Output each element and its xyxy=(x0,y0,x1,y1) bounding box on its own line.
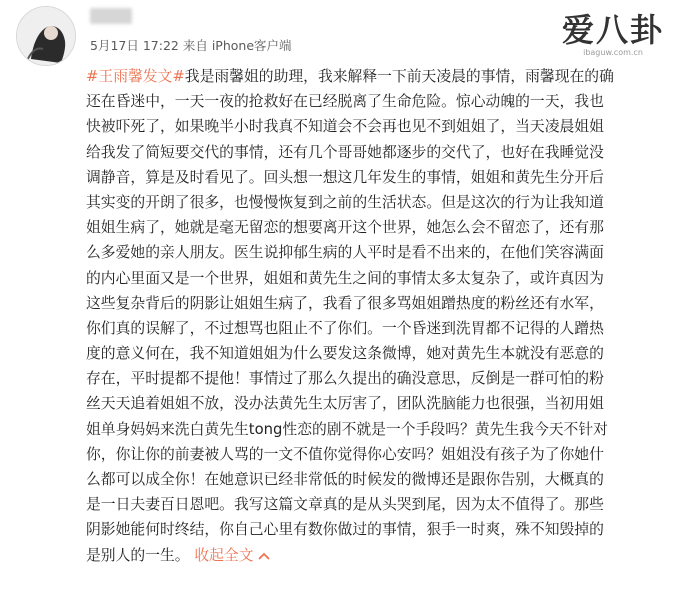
post-text: 是别人的一生。 xyxy=(86,546,190,564)
post-line: 还在昏迷中，一天一夜的抢救好在已经脱离了生命危险。惊心动魄的一天，我也 xyxy=(86,93,604,111)
watermark-site: ibaguw.com.cn xyxy=(583,48,643,57)
avatar[interactable] xyxy=(16,6,76,66)
post-line: 快被吓死了，如果晚半小时我真不知道会不会再也见不到姐姐了，当天凌晨姐姐 xyxy=(86,118,604,136)
post-body xyxy=(86,64,676,568)
post-text: 我是雨馨姐的助理，我来解释一下前天凌晨的事情，雨馨现在的确 xyxy=(184,68,614,85)
post-line: 存在，平时提都不提他！事情过了那么久提出的确没意思，反倒是一群可怕的粉 xyxy=(86,370,604,388)
post-meta xyxy=(90,36,292,54)
collapse-label: 收起全文 xyxy=(194,546,254,564)
post-header xyxy=(0,0,690,60)
post-source: 来自 iPhone客户端 xyxy=(182,38,292,53)
post-line: 的内心里面又是一个世界，姐姐和黄先生之间的事情太多太复杂了，或许真因为 xyxy=(86,269,604,287)
post-line: 其实变的开朗了很多，也慢慢恢复到之前的生活状态。但是这次的行为让我知道 xyxy=(86,193,604,211)
post-timestamp[interactable]: 5月17日 17:22 xyxy=(90,38,179,53)
post-line xyxy=(86,64,676,89)
hashtag-link[interactable]: #王雨馨发文# xyxy=(86,68,185,85)
post-line: 度的意义何在，我不知道姐姐为什么要发这条微博，她对黄先生本就没有恶意的 xyxy=(86,345,604,363)
post-line xyxy=(86,543,676,568)
post-line: 你们真的误解了，不过想骂也阻止不了你们。一个昏迷到洗胃都不记得的人蹭热 xyxy=(86,319,604,337)
collapse-full-text-link[interactable] xyxy=(194,547,269,564)
post-line: 丝天天追着姐姐不放，没办法黄先生太厉害了，团队洗脑能力也很强，当初用姐 xyxy=(86,395,604,413)
post-line: 是一日夫妻百日恩吧。我写这篇文章真的是从头哭到尾，因为太不值得了。那些 xyxy=(86,496,604,514)
post-line: 调静音，算是及时看见了。回头想一想这几年发生的事情，姐姐和黄先生分开后 xyxy=(86,168,604,186)
watermark xyxy=(554,12,672,64)
post-line: 姐单身妈妈来洗白黄先生tong性恋的剧不就是一个手段吗？黄先生我今天不针对 xyxy=(86,420,608,438)
post-line: 你，你让你的前妻被人骂的一文不值你觉得你心安吗？姐姐没有孩子为了你她什 xyxy=(86,445,604,463)
post-line: 么都可以成全你！在她意识已经非常低的时候发的微博还是跟你告别，大概真的 xyxy=(86,471,604,488)
post-line: 阴影她能何时终结，你自己心里有数你做过的事情，狠手一时爽，殊不知毁掉的 xyxy=(86,521,604,539)
avatar-image xyxy=(17,7,75,65)
watermark-logo: 爱八卦 xyxy=(561,11,664,49)
username-blurred[interactable] xyxy=(90,8,132,24)
chevron-up-icon xyxy=(258,552,270,560)
post-line: 这些复杂背后的阴影让姐姐生病了，我看了很多骂姐姐蹭热度的粉丝还有水军， xyxy=(86,294,604,312)
post-line: 给我发了简短要交代的事情，还有几个哥哥她都逐步的交代了，也好在我睡觉没 xyxy=(86,143,604,161)
post-line: 姐姐生病了，她就是毫无留恋的想要离开这个世界，她怎么会不留恋了，还有那 xyxy=(86,219,604,237)
post-line: 么多爱她的亲人朋友。医生说抑郁生病的人平时是看不出来的，在他们笑容满面 xyxy=(86,244,604,262)
